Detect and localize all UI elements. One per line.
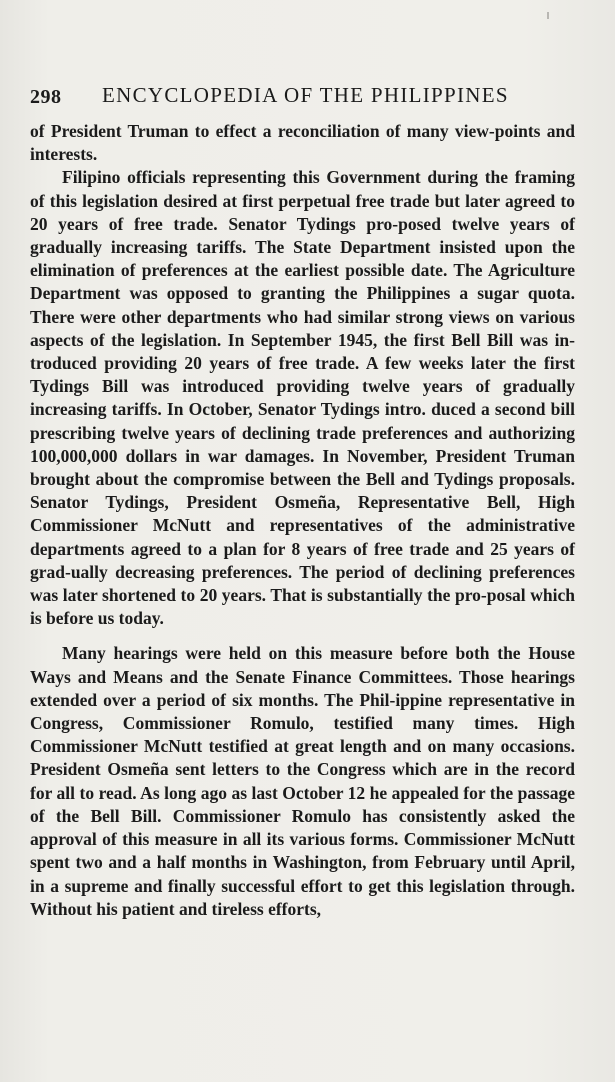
scan-speck — [547, 12, 549, 19]
paragraph-hearings: Many hearings were held on this measure before both the House Ways and Means and the Senate Finance Committees. Those hearings extended over a period of six months. The Phil-ippine representative in Congress, Commissioner Romulo, testified many times. High Commissioner McNutt testified at great length and on many occasions. President Osmeña sent letters to the Congress which are in the record for all to read. As long ago as last October 12 he appealed for the passage of the Bell Bill. Commissioner Romulo has consistently asked the approval of this measure in all its various forms. Commissioner McNutt spent two and a half months in Washington, from February until April, in a supreme and finally successful effort to get this legislation through. Without his patient and tireless efforts, — [30, 643, 575, 919]
paragraph-continuation: of President Truman to effect a reconciliation of many view-points and interests. — [30, 121, 575, 165]
page-number: 298 — [30, 86, 62, 108]
running-title: ENCYCLOPEDIA OF THE PHILIPPINES — [102, 83, 509, 107]
body-text — [30, 120, 575, 921]
page-header — [30, 82, 590, 112]
paragraph-legislation-history: Filipino officials representing this Government during the framing of this legislation desired at first perpetual free trade but later agreed to 20 years of free trade. Senator Tydings pro-posed twelve years of gradually increasing tariffs. The State Department insisted upon the elimination of preferences at the earliest possible date. The Agriculture Department was opposed to granting the Philippines a sugar quota. There were other departments who had similar strong views on various aspects of the legislation. In September 1945, the first Bell Bill was in-troduced providing 20 years of free trade. A few weeks later the first Tydings Bill was introduced providing twelve years of gradually increasing tariffs. In October, Senator Tydings intro. duced a second bill prescribing twelve years of declining trade preferences and authorizing 100,000,000 dollars in war damages. In November, President Truman brought about the compromise between the Bell and Tydings proposals. Senator Tydings, President Osmeña, Representative Bell, High Commissioner McNutt and representatives of the administrative departments agreed to a plan for 8 years of free trade and 25 years of grad-ually decreasing preferences. The period of declining preferences was later shortened to 20 years. That is substantially the pro-posal which is before us today. — [30, 167, 575, 629]
